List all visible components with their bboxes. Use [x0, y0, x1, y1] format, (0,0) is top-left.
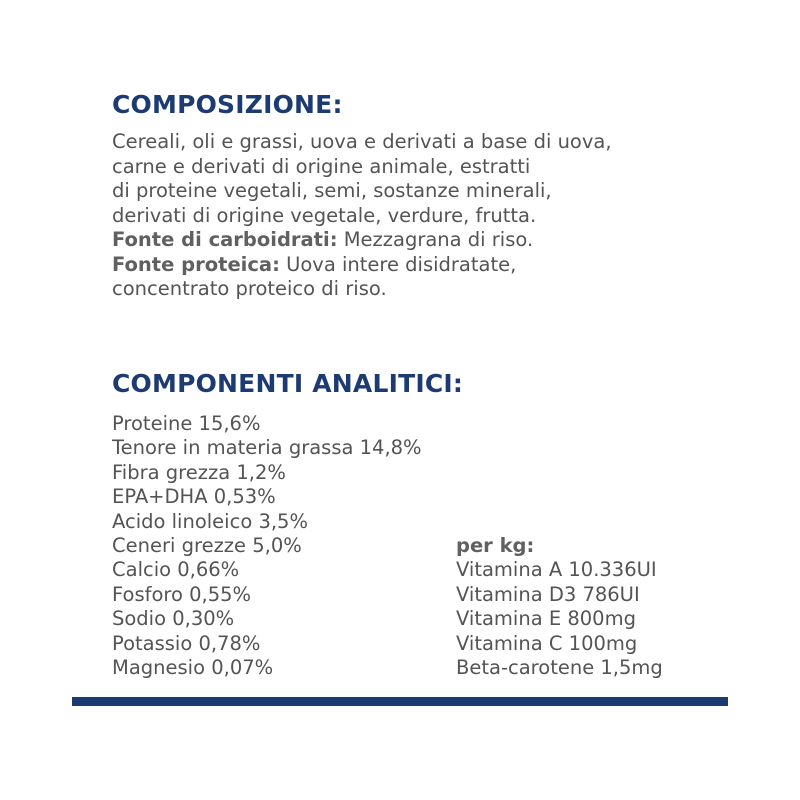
composizione-line: Cereali, oli e grassi, uova e derivati a base di uova,: [112, 130, 612, 153]
list-item: Potassio 0,78%: [112, 631, 261, 655]
carb-source-label: Fonte di carboidrati:: [112, 228, 338, 251]
list-item: EPA+DHA 0,53%: [112, 485, 276, 509]
protein-source-value: Uova intere disidratate,: [279, 252, 517, 276]
list-item: Magnesio 0,07%: [112, 656, 274, 680]
list-item: Tenore in materia grassa 14,8%: [112, 436, 422, 460]
list-item: Vitamina D3 786UI: [456, 582, 640, 606]
bottom-divider: [72, 697, 728, 706]
composizione-line: di proteine vegetali, semi, sostanze minerali,: [112, 179, 552, 202]
list-item: Sodio 0,30%: [112, 607, 235, 631]
list-item: Vitamina E 800mg: [456, 607, 636, 631]
list-item: Calcio 0,66%: [112, 558, 240, 582]
componenti-analitici-heading: COMPONENTI ANALITICI:: [112, 369, 464, 398]
protein-source-label: Fonte proteica:: [112, 252, 280, 276]
protein-source-line: [112, 253, 732, 278]
per-kg-label: per kg:: [456, 534, 535, 557]
list-item: Fibra grezza 1,2%: [112, 460, 286, 484]
analytical-components-list: [112, 412, 422, 680]
list-item: Vitamina C 100mg: [456, 631, 638, 655]
carb-source-value: Mezzagrana di riso.: [337, 228, 534, 251]
composizione-line: derivati di origine vegetale, verdure, frutta.: [112, 203, 537, 227]
list-item: Fosforo 0,55%: [112, 582, 252, 606]
list-item: Ceneri grezze 5,0%: [112, 534, 302, 558]
composizione-heading: COMPOSIZIONE:: [112, 90, 343, 119]
vitamins-per-kg-list: [456, 534, 663, 680]
list-item: Acido linoleico 3,5%: [112, 509, 308, 533]
composizione-paragraph: [112, 130, 732, 302]
list-item: Proteine 15,6%: [112, 412, 261, 435]
list-item: Vitamina A 10.336UI: [456, 558, 657, 582]
list-item: Beta-carotene 1,5mg: [456, 656, 663, 680]
composizione-line: carne e derivati di origine animale, estratti: [112, 154, 531, 178]
protein-source-continuation: concentrato proteico di riso.: [112, 277, 387, 300]
carb-source-line: [112, 228, 732, 253]
